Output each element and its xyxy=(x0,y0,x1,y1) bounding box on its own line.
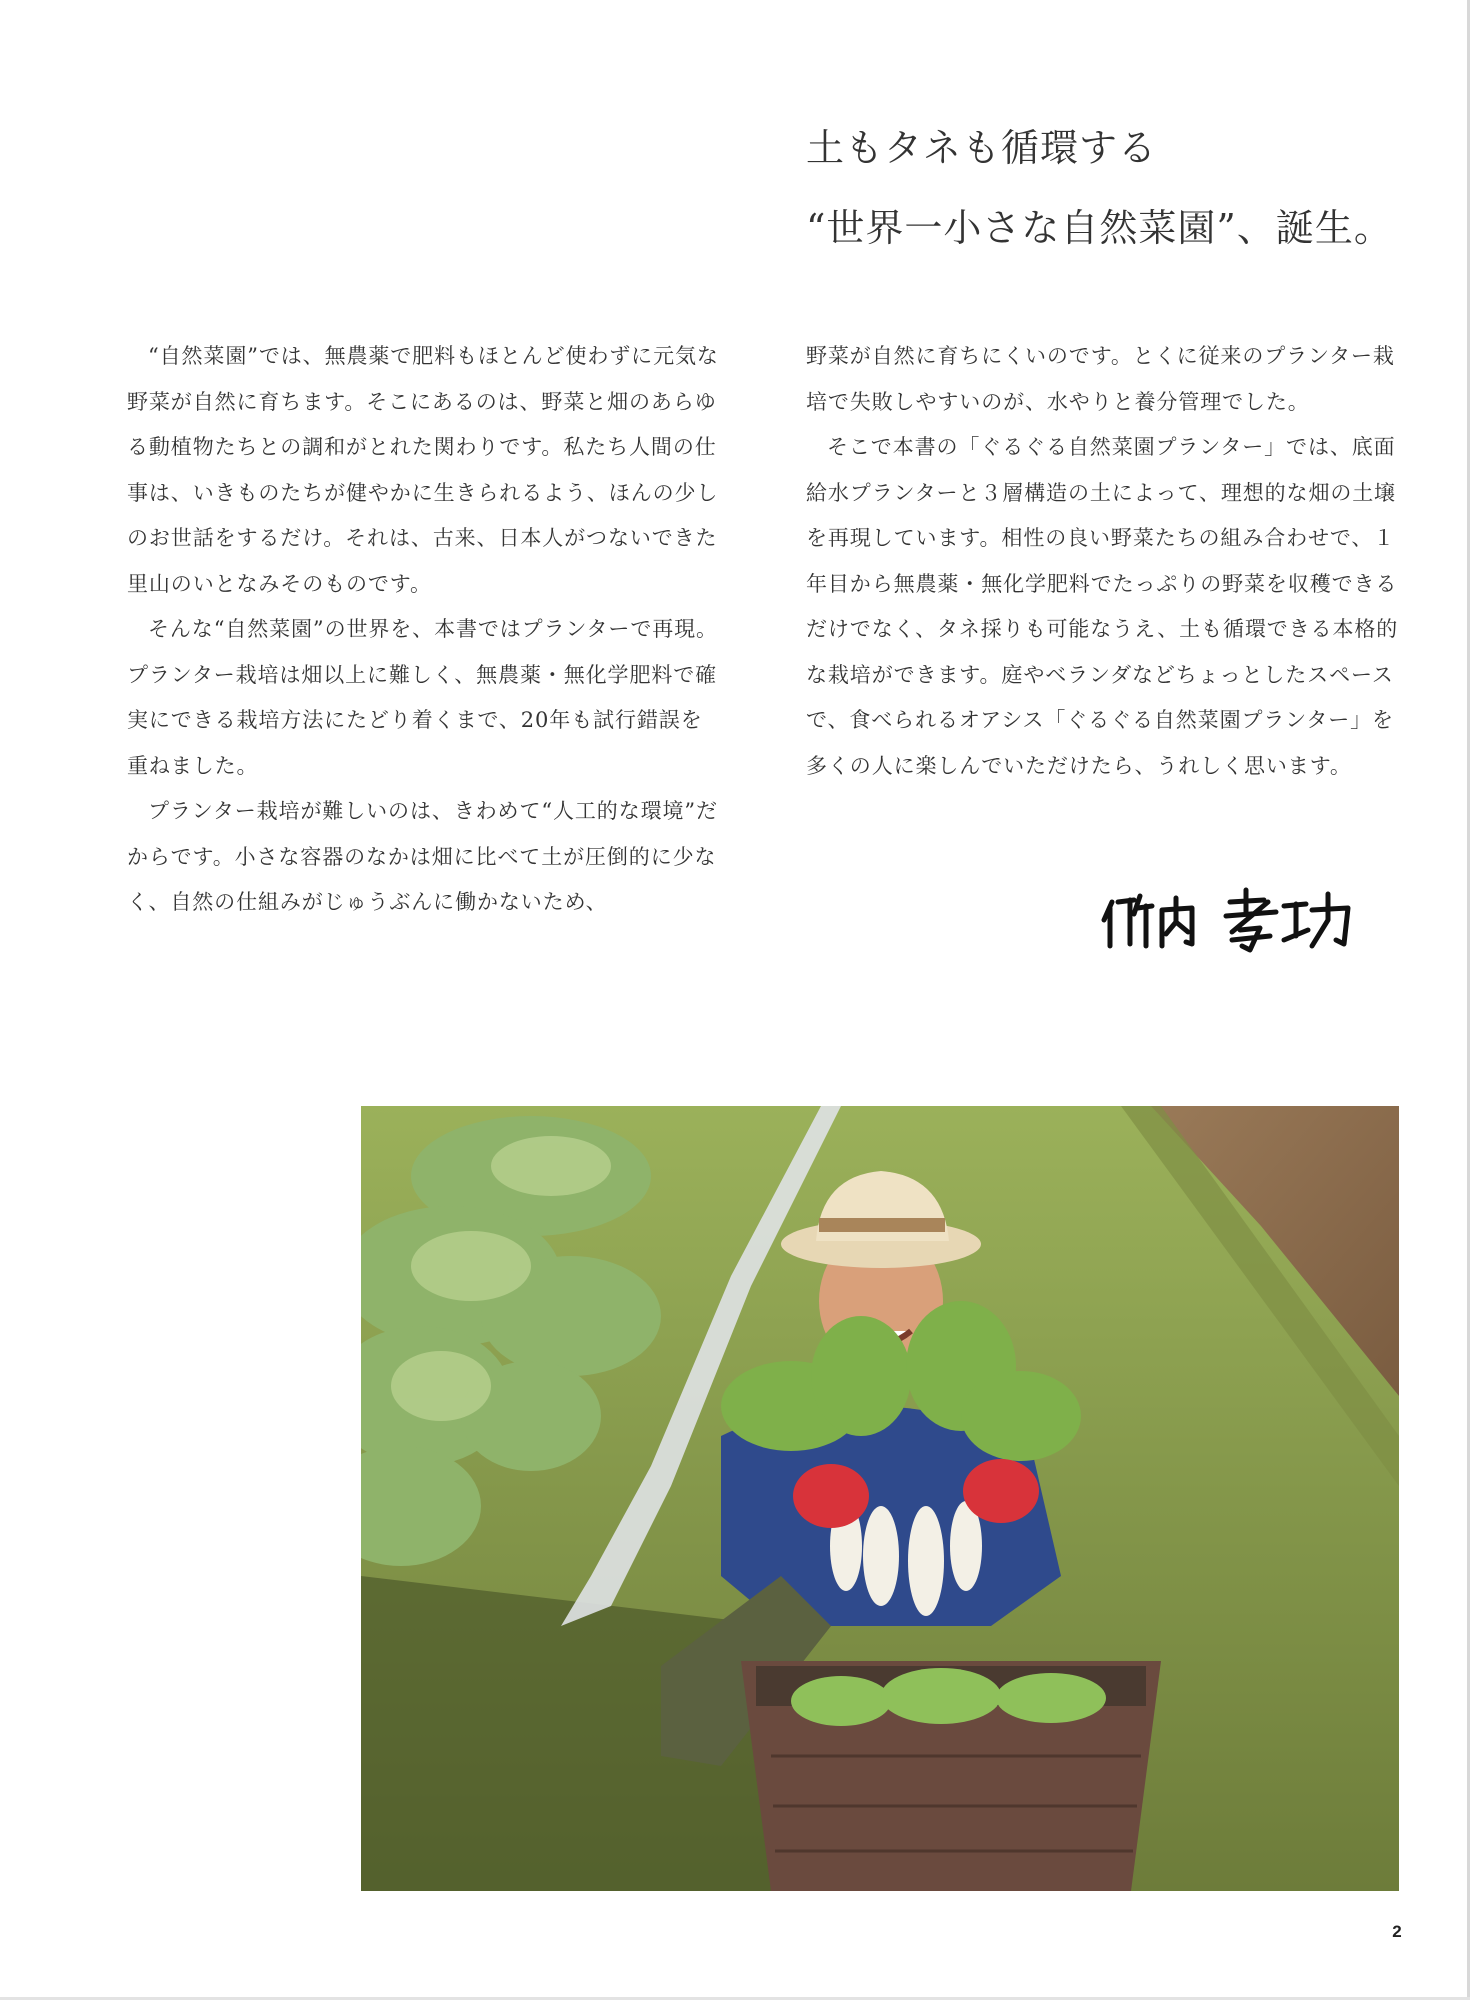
right-text-column xyxy=(806,334,1402,789)
body-paragraph: “自然菜園”では、無農薬で肥料もほとんど使わずに元気な野菜が自然に育ちます。そこにあるのは、野菜と畑のあらゆる動植物たちとの調和がとれた関わりです。私たち人間の仕事は、いきものたちが健やかに生きられるよう、ほんの少しのお世話をするだけ。それは、古来、日本人がつないできた里山のいとなみそのものです。 xyxy=(127,344,719,596)
page-number: 2 xyxy=(1392,1922,1402,1941)
body-paragraph-continued: 野菜が自然に育ちにくいのです。とくに従来のプランター栽培で失敗しやすいのが、水やりと養分管理でした。 xyxy=(806,344,1395,414)
heading-line-1: 土もタネも循環する xyxy=(806,126,1158,170)
page-heading xyxy=(806,108,1406,268)
heading-line-2: “世界一小さな自然菜園”、誕生。 xyxy=(806,206,1393,250)
body-paragraph: プランター栽培が難しいのは、きわめて“人工的な環境”だからです。小さな容器のなかは畑に比べて土が圧倒的に少なく、自然の仕組みがじゅうぶんに働かないため、 xyxy=(127,799,718,914)
farmer-photo xyxy=(361,1106,1399,1891)
author-signature xyxy=(1100,880,1360,960)
body-paragraph: そこで本書の「ぐるぐる自然菜園プランター」では、底面給水プランターと３層構造の土によって、理想的な畑の土壌を再現しています。相性の良い野菜たちの組み合わせで、１年目から無農薬・無化学肥料でたっぷりの野菜を収穫できるだけでなく、タネ採りも可能なうえ、土も循環できる本格的な栽培ができます。庭やベランダなどちょっとしたスペースで、食べられるオアシス「ぐるぐる自然菜園プランター」を多くの人に楽しんでいただけたら、うれしく思います。 xyxy=(806,435,1399,778)
left-text-column xyxy=(127,334,723,926)
body-paragraph: そんな“自然菜園”の世界を、本書ではプランターで再現。プランター栽培は畑以上に難しく、無農薬・無化学肥料で確実にできる栽培方法にたどり着くまで、20年も試行錯誤を重ねました。 xyxy=(127,617,718,778)
